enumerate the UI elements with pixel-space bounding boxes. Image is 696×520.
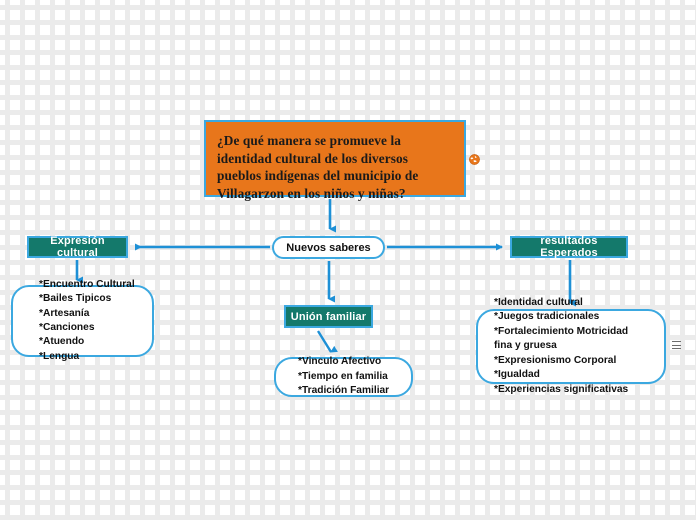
menu-icon-bar: [672, 345, 681, 346]
node-resultados-items[interactable]: [476, 296, 666, 395]
node-union-items[interactable]: [274, 357, 413, 397]
node-nuevos-saberes[interactable]: [272, 236, 385, 259]
list-item: *Lengua: [39, 350, 80, 362]
nuevos-saberes-label: Nuevos saberes: [286, 241, 371, 254]
list-item: *Vinculo Afectivo: [298, 356, 382, 368]
list-item: *Tradición Familiar: [298, 385, 390, 397]
edge-union-to-list: [318, 331, 331, 352]
list-item: *Fortalecimiento Motricidad: [494, 325, 629, 337]
list-item: *Igualdad: [494, 369, 540, 381]
union-familiar-label: Unión familiar: [290, 310, 367, 323]
expresion-cultural-label: Expresión cultural: [50, 235, 105, 259]
menu-icon[interactable]: [672, 341, 681, 349]
node-union-familiar[interactable]: [284, 305, 373, 328]
globe-icon[interactable]: [469, 152, 480, 163]
menu-icon-bar: [672, 348, 681, 349]
list-item: *Atuendo: [39, 336, 85, 348]
question-line-3: pueblos indígenas del municipio de: [217, 168, 419, 184]
node-central-question[interactable]: [204, 120, 466, 201]
list-item: *Juegos tradicionales: [494, 311, 600, 323]
list-item: *Canciones: [39, 322, 95, 333]
list-item: *Bailes Tipicos: [39, 293, 112, 305]
list-item: *Expresionismo Corporal: [494, 354, 617, 366]
question-line-4: Villagarzon en los niños y niñas?: [217, 185, 406, 201]
node-expresion-items[interactable]: [11, 278, 154, 362]
menu-icon-bar: [672, 341, 681, 342]
list-item: *Experiencias significativas: [494, 383, 629, 395]
question-line-1: ¿De qué manera se promueve la: [217, 133, 401, 148]
node-resultados-esperados[interactable]: [510, 236, 628, 258]
list-item: *Tiempo en familia: [298, 370, 388, 382]
list-item: *Artesanía: [39, 307, 90, 319]
node-expresion-cultural[interactable]: [27, 236, 128, 258]
list-item: fina y gruesa: [494, 340, 557, 352]
resultados-esperados-label: resultados Esperados: [540, 235, 598, 259]
list-item: *Encuentro Cultural: [39, 278, 135, 290]
list-item: *Identidad cultural: [494, 296, 583, 308]
question-line-2: identidad cultural de los diversos: [217, 150, 409, 166]
